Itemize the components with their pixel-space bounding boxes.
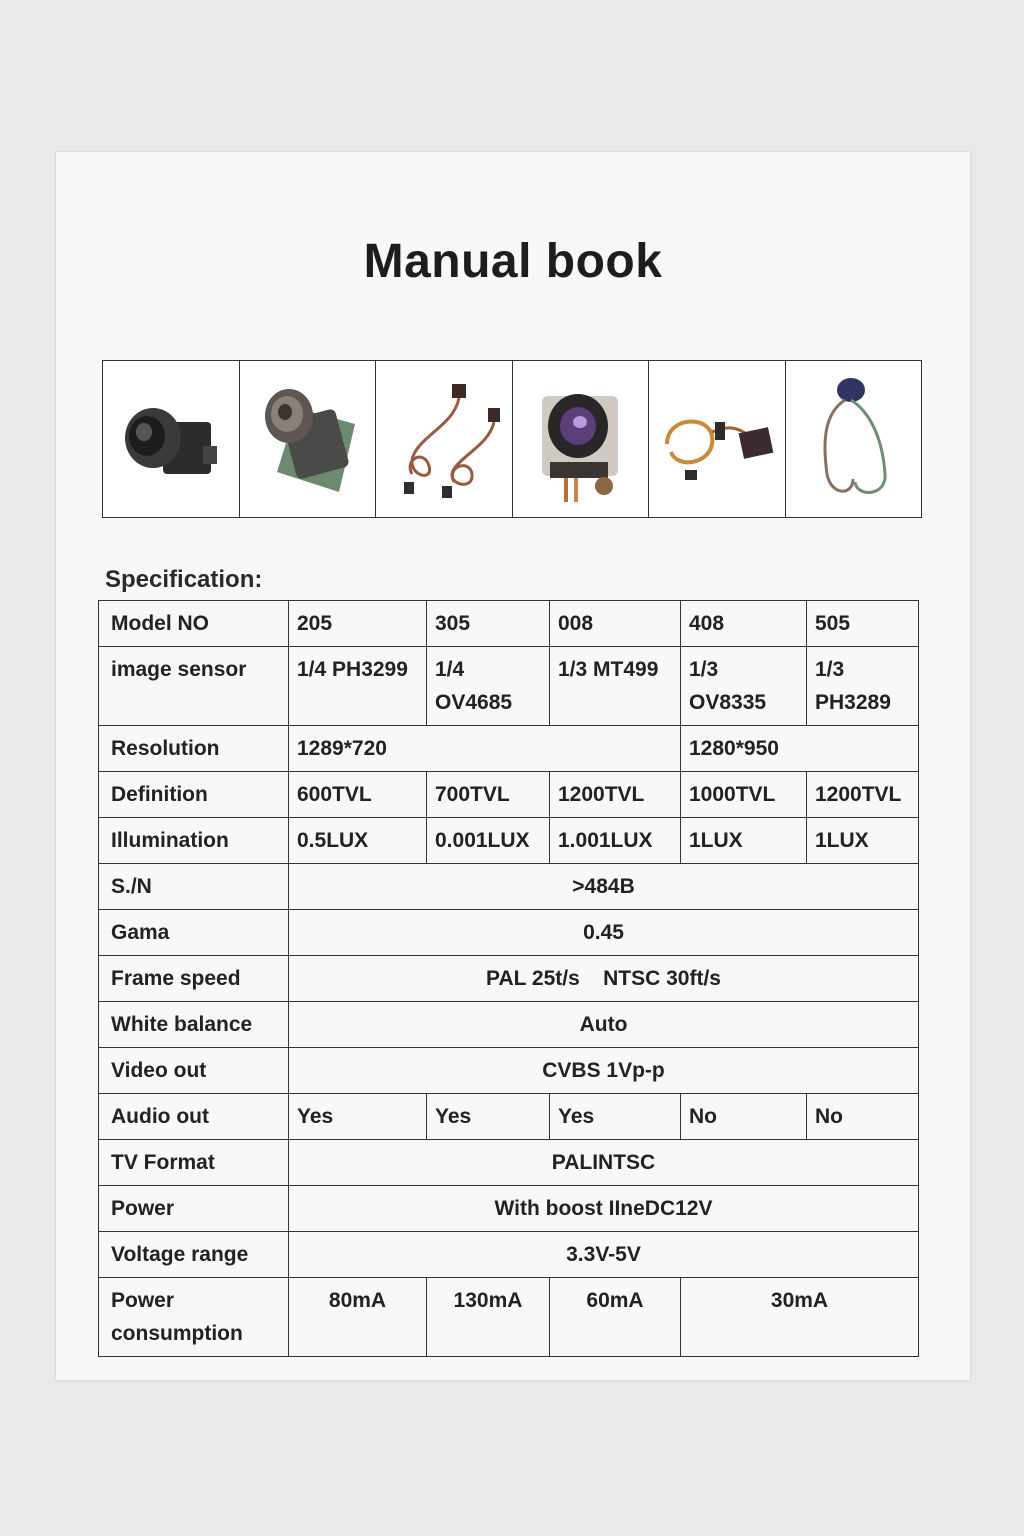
table-cell: 1/4 OV4685 (427, 647, 550, 726)
table-cell: PALINTSC (289, 1140, 919, 1186)
table-cell: >484B (289, 864, 919, 910)
page-title: Manual book (363, 235, 663, 288)
table-cell: Yes (289, 1094, 427, 1140)
product-photo-strip (102, 360, 922, 518)
table-cell: 600TVL (289, 772, 427, 818)
table-cell: 0.001LUX (427, 818, 550, 864)
table-cell: Auto (289, 1002, 919, 1048)
table-row-frame-speed (99, 956, 919, 1002)
table-cell: With boost IIneDC12V (289, 1186, 919, 1232)
camera-board-lens-icon (247, 374, 367, 504)
table-cell: 80mA (289, 1278, 427, 1357)
row-label: Power (99, 1186, 289, 1232)
table-row-gama (99, 910, 919, 956)
table-cell: 1000TVL (681, 772, 807, 818)
table-row-tv-format (99, 1140, 919, 1186)
table-row-power-consumption (99, 1278, 919, 1357)
table-cell: 1289*720 (289, 726, 681, 772)
row-label: Model NO (99, 601, 289, 647)
table-cell: 1200TVL (550, 772, 681, 818)
table-cell: 408 (681, 601, 807, 647)
row-label: Definition (99, 772, 289, 818)
row-label: Illumination (99, 818, 289, 864)
table-cell: Yes (550, 1094, 681, 1140)
table-cell: No (681, 1094, 807, 1140)
product-photo-2 (240, 361, 377, 517)
table-cell: 1/3 MT499 (550, 647, 681, 726)
product-photo-3 (376, 361, 513, 517)
table-row-white-balance (99, 1002, 919, 1048)
table-cell: 1/3 PH3289 (807, 647, 919, 726)
table-cell: 305 (427, 601, 550, 647)
table-cell: 700TVL (427, 772, 550, 818)
specification-table (98, 600, 919, 1357)
row-label: Voltage range (99, 1232, 289, 1278)
camera-lens-black-icon (111, 374, 231, 504)
row-label: Gama (99, 910, 289, 956)
product-photo-4 (513, 361, 650, 517)
table-row-audio-out (99, 1094, 919, 1140)
table-cell: 1/4 PH3299 (289, 647, 427, 726)
row-label: Power consumption (99, 1278, 289, 1357)
row-label: Video out (99, 1048, 289, 1094)
row-label: TV Format (99, 1140, 289, 1186)
row-label: Resolution (99, 726, 289, 772)
table-cell: Yes (427, 1094, 550, 1140)
table-cell: 130mA (427, 1278, 550, 1357)
row-label: Frame speed (99, 956, 289, 1002)
table-row-sn (99, 864, 919, 910)
table-cell: 1/3 OV8335 (681, 647, 807, 726)
product-photo-1 (103, 361, 240, 517)
table-cell: 008 (550, 601, 681, 647)
manual-page (56, 152, 970, 1380)
table-cell: No (807, 1094, 919, 1140)
row-label: image sensor (99, 647, 289, 726)
camera-purple-lens-icon (520, 374, 640, 504)
product-photo-6 (786, 361, 922, 517)
table-cell: 0.45 (289, 910, 919, 956)
mini-camera-wire-icon (793, 374, 913, 504)
row-label: Audio out (99, 1094, 289, 1140)
table-cell: 0.5LUX (289, 818, 427, 864)
cable-loop-module-icon (657, 374, 777, 504)
table-cell: 205 (289, 601, 427, 647)
specification-heading: Specification: (105, 566, 263, 593)
table-cell: 30mA (681, 1278, 919, 1357)
table-row-power (99, 1186, 919, 1232)
table-cell: 60mA (550, 1278, 681, 1357)
product-photo-5 (649, 361, 786, 517)
table-row-definition (99, 772, 919, 818)
table-row-image-sensor (99, 647, 919, 726)
table-row-illumination (99, 818, 919, 864)
table-cell: CVBS 1Vp-p (289, 1048, 919, 1094)
table-row-model-no (99, 601, 919, 647)
coiled-cable-connectors-icon (384, 374, 504, 504)
row-label: White balance (99, 1002, 289, 1048)
table-cell: PAL 25t/s NTSC 30ft/s (289, 956, 919, 1002)
table-cell: 1200TVL (807, 772, 919, 818)
row-label: S./N (99, 864, 289, 910)
table-cell: 1.001LUX (550, 818, 681, 864)
table-row-voltage-range (99, 1232, 919, 1278)
table-row-video-out (99, 1048, 919, 1094)
table-cell: 1280*950 (681, 726, 919, 772)
table-row-resolution (99, 726, 919, 772)
table-cell: 505 (807, 601, 919, 647)
table-cell: 1LUX (807, 818, 919, 864)
table-cell: 3.3V-5V (289, 1232, 919, 1278)
table-cell: 1LUX (681, 818, 807, 864)
